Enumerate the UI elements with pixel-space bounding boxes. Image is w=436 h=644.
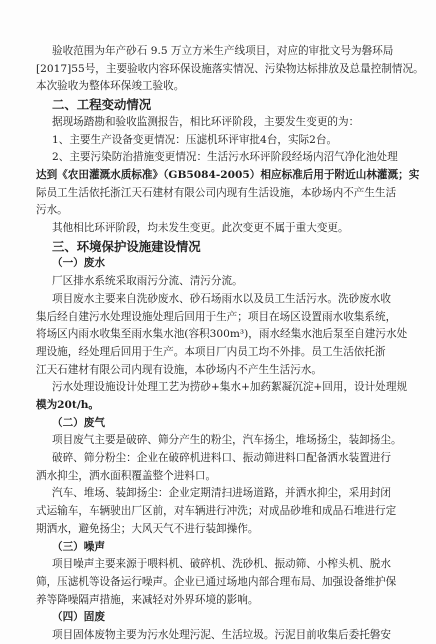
- wastewater-line-3: 集后经自建污水处理设施处理后回用于生产；项目在场区设置雨水收集系统，: [36, 310, 397, 323]
- scope-paragraph-line-1: 验收范围为年产砂石 9.5 万立方米生产线项目，对应的审批文号为磐环局: [52, 45, 394, 57]
- other-changes-line: 其他相比环评阶段，均未发生变更。此次变更不属于重大变更。: [52, 222, 349, 234]
- scope-paragraph-line-3: 本次验收为整体环保竣工验收。: [36, 80, 185, 93]
- noise-line-1: 项目噪声主要来源于喂料机、破碎机、洗砂机、振动筛、小榨头机、脱水: [52, 558, 391, 571]
- exhaust-line-6: 期洒水，避免扬尘；大风天气不进行装卸操作。: [36, 522, 259, 535]
- wastewater-process-line-1: 污水处理设施设计处理工艺为捞砂+集水+加药絮凝沉淀+回用，设计处理规: [52, 381, 408, 394]
- wastewater-line-5: 理设施，经处理后回用于生产。本项目厂内员工均不外排。员工生活依托浙: [36, 345, 386, 358]
- section-heading-project-changes: 二、工程变动情况: [52, 97, 152, 113]
- pollution-change-line-1: 2、主要污染防治措施变更情况：生活污水环评阶段经场内沼气净化池处理: [52, 151, 398, 164]
- wastewater-line-6: 江天石建材有限公司内现有设施，本砂场内不产生生活污水。: [36, 363, 323, 376]
- subheading-solid-waste: （四）固废: [52, 611, 105, 624]
- pollution-change-line-2: 达到《农田灌溉水质标准》（GB5084-2005）相应标准后用于附近山林灌溉；实: [36, 168, 420, 181]
- wastewater-line-1: 厂区排水系统采取雨污分流、清污分流。: [52, 275, 243, 288]
- subheading-wastewater: （一）废水: [52, 257, 105, 270]
- exhaust-line-4: 汽车、堆场、装卸扬尘：企业定期清扫进场道路，并洒水抑尘，采用封闭: [52, 487, 391, 500]
- pollution-change-line-4: 污水。: [36, 204, 68, 217]
- wastewater-line-4: 将场区内雨水收集至雨水集水池(容积300m³)，雨水经集水池后泵至自建污水处: [36, 328, 408, 341]
- noise-line-2: 筛，压滤机等设备运行噪声。企业已通过场地内部合理布局、加强设备维护保: [36, 575, 397, 588]
- exhaust-line-5: 式运输车，车辆驶出厂区前，对车辆进行冲洗；对成品砂堆和成品石堆进行定: [36, 505, 397, 518]
- pollution-change-line-3: 际员工生活依托浙江天石建材有限公司内现有生活设施，本砂场内不产生生活: [36, 186, 397, 199]
- scope-paragraph-line-2: [2017]55号，主要验收内容环保设施落实情况、污染物达标排放及总量控制情况。: [36, 62, 424, 75]
- subheading-exhaust-gas: （二）废气: [52, 416, 105, 429]
- wastewater-line-2: 项目废水主要来自洗砂废水、砂石场雨水以及员工生活污水。洗砂废水收: [52, 292, 391, 305]
- equipment-change-line: 1、主要生产设备变更情况：压滤机环评审批4台，实际2台。: [52, 133, 338, 146]
- wastewater-process-line-2: 模为20t/h。: [36, 398, 99, 411]
- exhaust-line-2: 破碎、筛分粉尘：企业在破碎机进料口、振动筛进料口配备洒水装置进行: [52, 452, 391, 464]
- solid-waste-line-1: 项目固体废物主要为污水处理污泥、生活垃圾。污泥目前收集后委托磐安: [52, 629, 391, 641]
- exhaust-line-1: 项目废气主要是破碎、筛分产生的粉尘，汽车扬尘，堆场扬尘，装卸扬尘。: [52, 434, 402, 447]
- subheading-noise: （三）噪声: [52, 540, 105, 553]
- changes-intro-line: 据现场踏勘和验收监测报告，相比环评阶段，主要发生变更的为：: [52, 115, 360, 128]
- section-heading-env-facilities: 三、环境保护设施建设情况: [52, 238, 201, 254]
- exhaust-line-3: 洒水抑尘，洒水面积覆盖整个进料口。: [36, 469, 217, 482]
- noise-line-3: 养等降噪隔声措施，来减轻对外界环境的影响。: [36, 593, 259, 606]
